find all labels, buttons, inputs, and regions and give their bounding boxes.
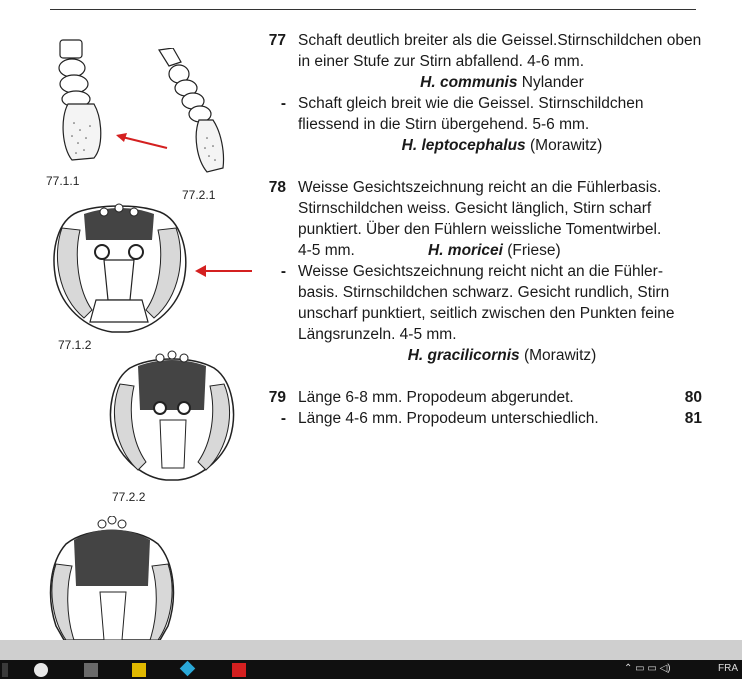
top-rule	[50, 9, 696, 10]
figure-head-bottom	[44, 516, 180, 640]
taxon-line	[428, 240, 561, 261]
taskbar	[0, 660, 742, 679]
taxon-name: H. leptocephalus	[401, 137, 526, 154]
app-icon[interactable]	[84, 663, 98, 677]
norton-icon[interactable]	[132, 663, 146, 677]
app-blue-icon[interactable]	[180, 661, 196, 677]
couplet-text: Schaft deutlich breiter als die Geissel.Stirnschildchen oben in einer Stufe zur Stirn abfallend. 4-6 mm.	[298, 32, 702, 70]
couplet-text: Weisse Gesichtszeichnung reicht nicht an die Fühler-basis. Stirnschildchen schwarz. Gesicht rundlich, Stirn unscharf punktiert, seitlich zwischen den Punkten feine Längsrunzeln. 4-5 mm.	[298, 263, 675, 343]
figure-label-77-2-2: 77.2.2	[112, 490, 146, 504]
alternative-marker: -	[280, 95, 286, 112]
taxon-author: (Friese)	[502, 242, 561, 259]
alternative-marker: -	[280, 263, 286, 280]
couplet-number: 78	[268, 179, 286, 196]
taxon-author: Nylander	[517, 74, 584, 91]
figure-antenna-77-1-1	[50, 38, 120, 168]
couplet-text: Länge 6-8 mm. Propodeum abgerundet.	[298, 389, 574, 406]
taxon-line	[262, 72, 702, 93]
identification-key	[262, 30, 702, 429]
couplet-79-lead	[262, 387, 702, 408]
windows-logo-icon[interactable]	[2, 663, 8, 677]
size-text: 4-5 mm.	[298, 242, 355, 259]
couplet-77-alternative	[262, 93, 702, 135]
taxon-author: (Morawitz)	[519, 347, 597, 364]
couplet-77-lead	[262, 30, 702, 72]
taxon-line	[262, 135, 702, 156]
couplet-text: Schaft gleich breit wie die Geissel. Stirnschildchen fliessend in die Stirn übergehend. 5-6 mm.	[298, 95, 644, 133]
couplet-number: 79	[268, 389, 286, 406]
figure-label-77-2-1: 77.2.1	[182, 188, 216, 202]
figure-antenna-77-2-1	[155, 48, 230, 176]
taxon-name: H. gracilicornis	[407, 347, 520, 364]
couplet-78-lead	[262, 177, 702, 261]
obs-icon[interactable]	[34, 663, 48, 677]
figure-label-77-1-1: 77.1.1	[46, 174, 80, 188]
goto-couplet[interactable]: 80	[684, 389, 702, 406]
taxon-author: (Morawitz)	[525, 137, 603, 154]
alternative-marker: -	[280, 410, 286, 427]
pointer-arrow-2	[192, 262, 256, 280]
figure-label-77-1-2: 77.1.2	[58, 338, 92, 352]
taxon-line	[262, 345, 702, 366]
couplet-79-alternative	[262, 408, 702, 429]
tray-icons[interactable]: ⌃ ▭ ▭ ◁)	[624, 663, 671, 674]
couplet-78-alternative	[262, 261, 702, 345]
figure-head-77-2-2	[104, 350, 240, 482]
couplet-text: Länge 4-6 mm. Propodeum unterschiedlich.	[298, 410, 599, 427]
couplet-text: Weisse Gesichtszeichnung reicht an die Fühlerbasis. Stirnschildchen weiss. Gesicht länglich, Stirn scharf punktiert. Über den Fühlern weissliche Tomentwirbel.	[298, 179, 662, 238]
taxon-name: H. communis	[420, 74, 518, 91]
goto-couplet[interactable]: 81	[684, 410, 702, 427]
language-indicator[interactable]: FRA	[718, 663, 738, 674]
app-red-icon[interactable]	[232, 663, 246, 677]
viewer-bottom-strip	[0, 640, 742, 660]
taxon-name: H. moricei	[428, 242, 503, 259]
figure-head-77-1-2	[48, 200, 190, 338]
couplet-number: 77	[268, 32, 286, 49]
